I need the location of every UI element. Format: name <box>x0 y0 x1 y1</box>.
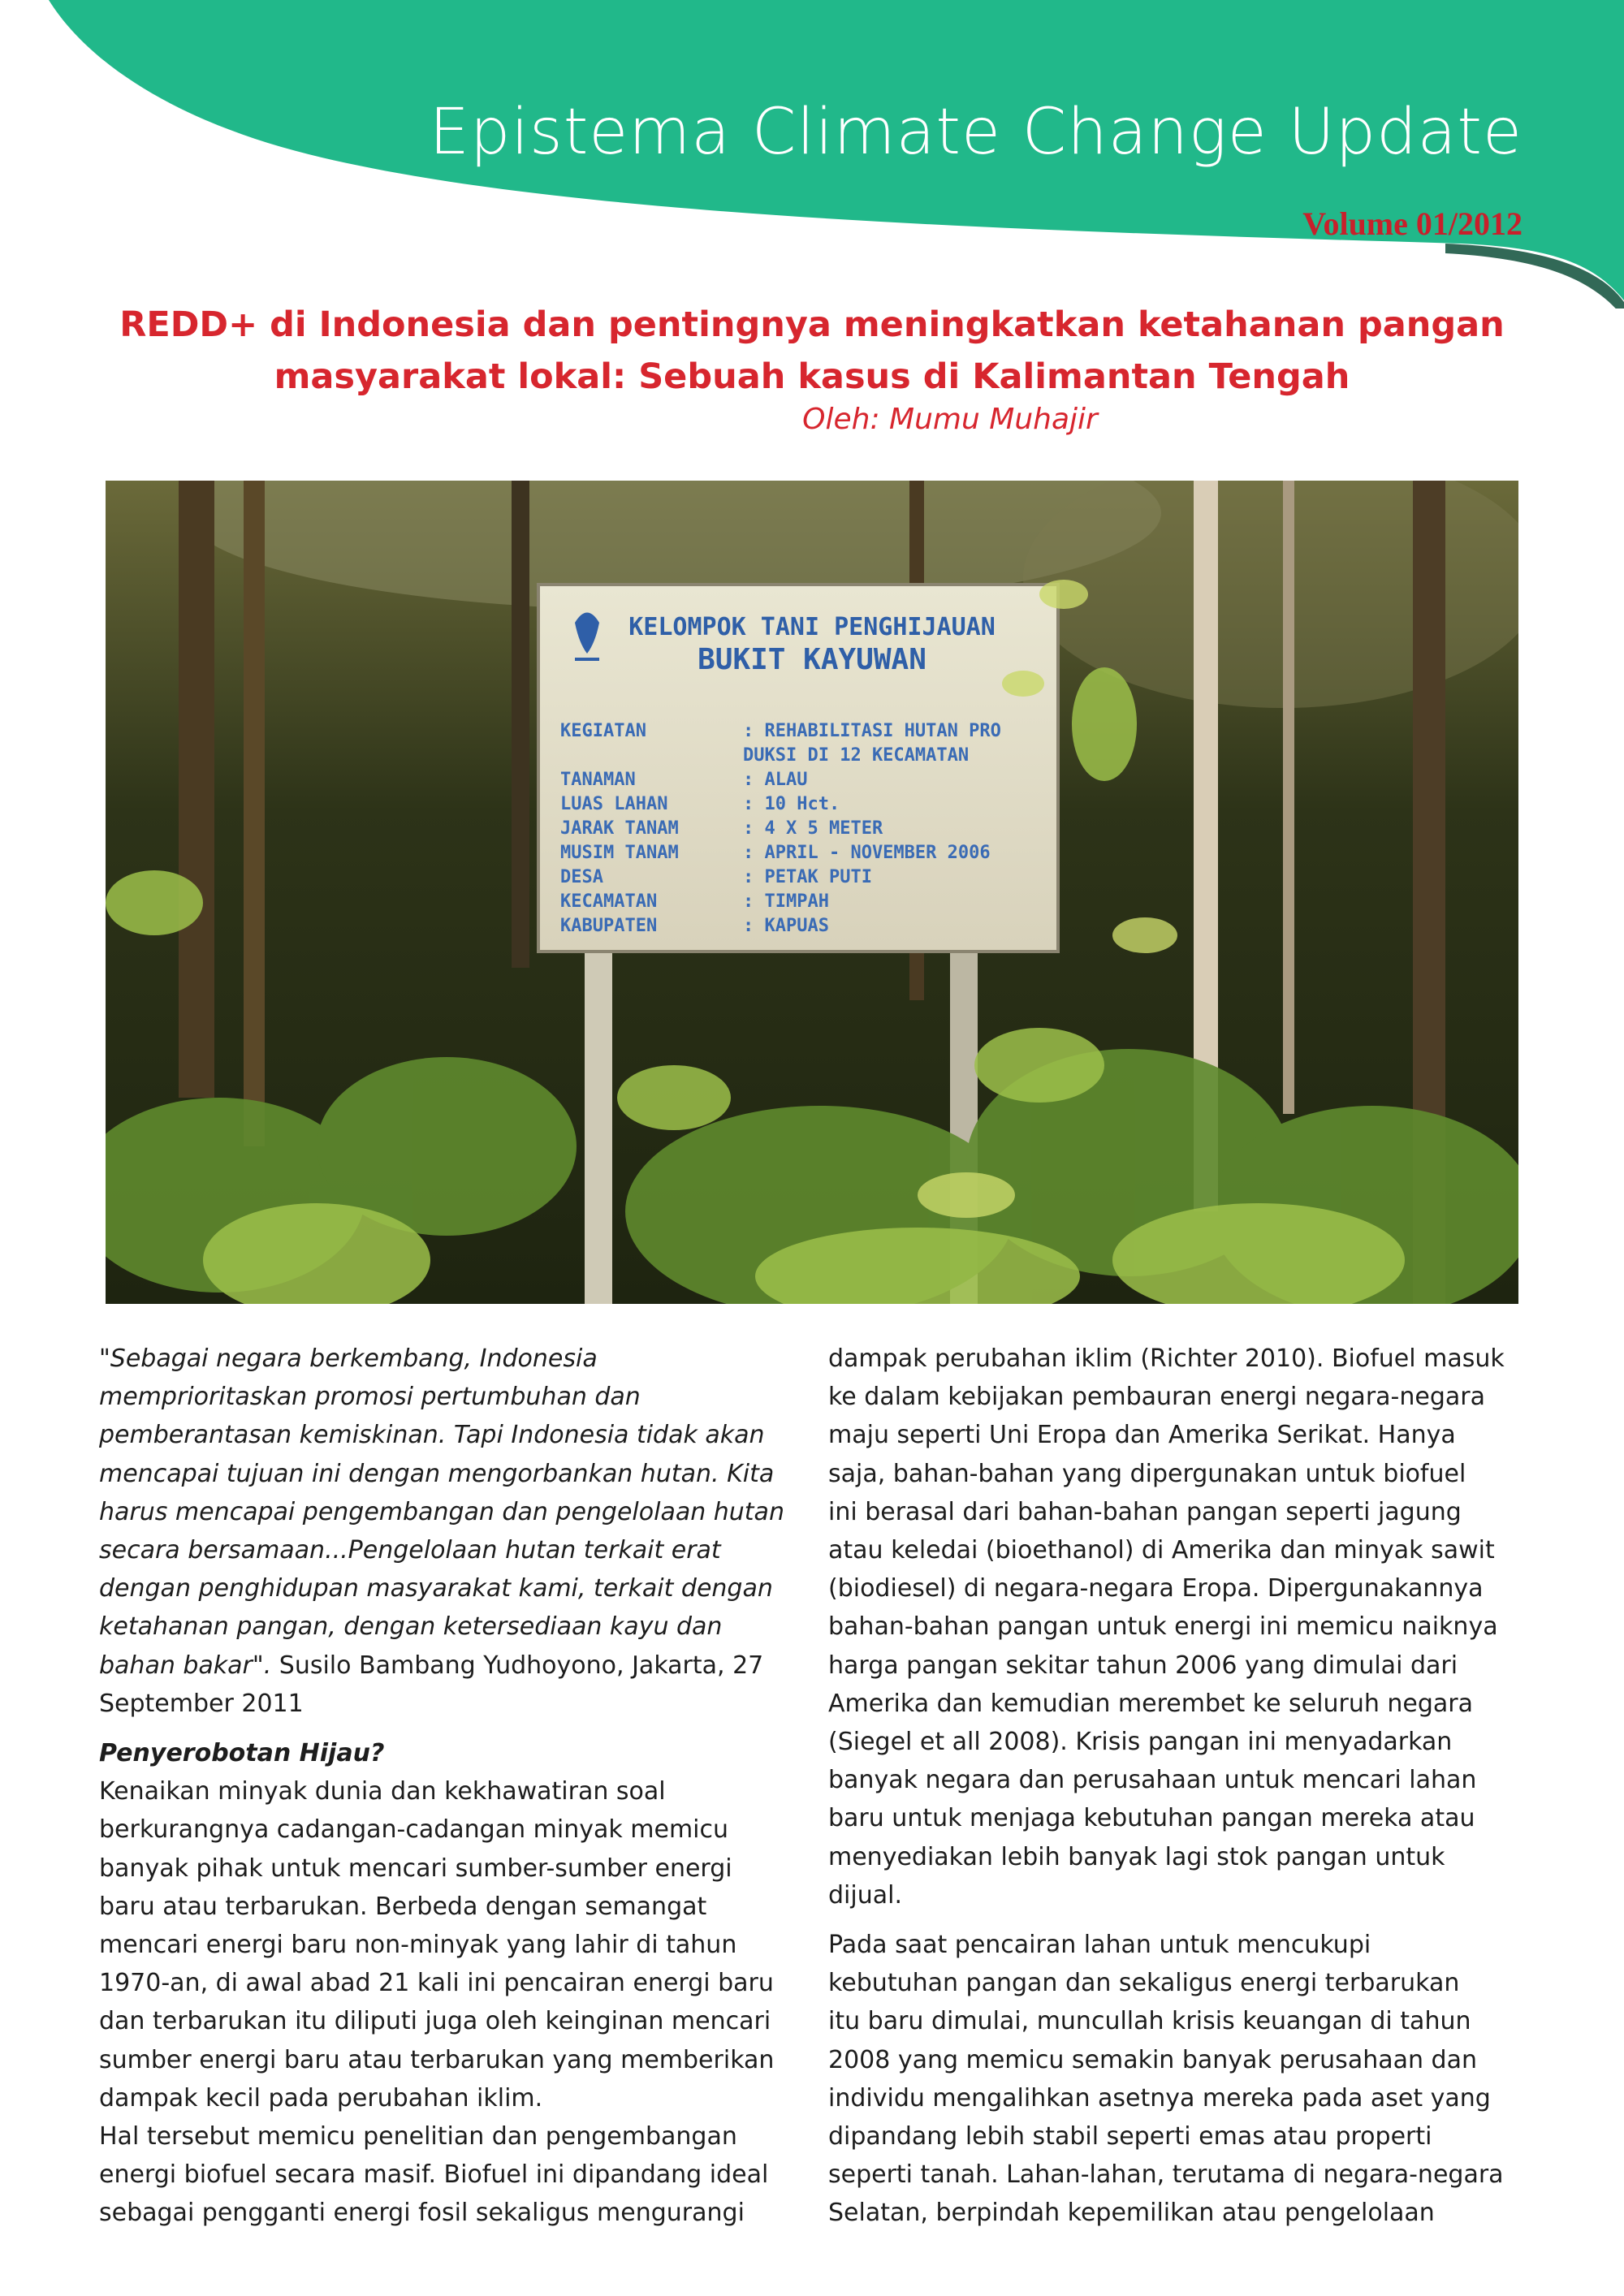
text-line: memprioritaskan promosi pertumbuhan dan <box>99 1383 641 1412</box>
text-line: ke dalam kebijakan pembauran energi negara-negara <box>828 1383 1485 1412</box>
sign-row-label: LUAS LAHAN <box>560 794 668 814</box>
text-line: sebagai pengganti energi fosil sekaligus mengurangi <box>99 2199 745 2228</box>
volume-label: Volume 01/2012 <box>1302 205 1522 242</box>
text-line: baru atau terbarukan. Berbeda dengan semangat <box>99 1892 707 1921</box>
sign-row-label: TANAMAN <box>560 770 636 790</box>
sign-row-value: : REHABILITASI HUTAN PRO <box>743 721 1001 741</box>
forest-photo-illustration <box>106 481 1518 1304</box>
text-line: dijual. <box>828 1880 902 1910</box>
text-line: Kenaikan minyak dunia dan kekhawatiran soal <box>99 1777 666 1806</box>
text-line: (biodiesel) di negara-negara Eropa. Dipergunakannya <box>828 1574 1484 1603</box>
left-paragraph-1 <box>99 1772 789 2117</box>
sign-row-value: : TIMPAH <box>743 891 829 912</box>
text-line: banyak pihak untuk mencari sumber-sumber energi <box>99 1854 732 1883</box>
left-column <box>99 1340 789 2233</box>
sign-row-label: JARAK TANAM <box>560 818 679 839</box>
text-line: ketahanan pangan, dengan ketersediaan kayu dan <box>99 1612 723 1642</box>
text-line: harga pangan sekitar tahun 2006 yang dimulai dari <box>828 1651 1458 1680</box>
text-line: dan terbarukan itu diliputi juga oleh keinginan mencari <box>99 2007 771 2036</box>
quote-closing: bahan bakar". Susilo Bambang Yudhoyono, Jakarta, 27 <box>99 1651 764 1680</box>
sign-row-value: : 4 X 5 METER <box>743 818 883 839</box>
forest-sign-photo <box>106 481 1518 1304</box>
left-paragraph-2 <box>99 2117 789 2233</box>
text-line: Amerika dan kemudian merembet ke seluruh negara <box>828 1689 1474 1718</box>
quote-date: September 2011 <box>99 1689 304 1718</box>
text-line: banyak negara dan perusahaan untuk mencari lahan <box>828 1766 1477 1795</box>
text-line: 1970-an, di awal abad 21 kali ini pencairan energi baru <box>99 1969 774 1998</box>
text-line: secara bersamaan...Pengelolaan hutan terkait erat <box>99 1536 721 1565</box>
article-title-block <box>0 299 1624 440</box>
text-line: mencapai tujuan ini dengan mengorbankan hutan. Kita <box>99 1459 775 1488</box>
text-line: seperti tanah. Lahan-lahan, terutama di negara-negara <box>828 2160 1504 2190</box>
sign-row-value: DUKSI DI 12 KECAMATAN <box>743 745 970 766</box>
sign-row-value: : ALAU <box>743 770 808 790</box>
sign-title-line-1: KELOMPOK TANI PENGHIJAUAN <box>628 613 996 641</box>
right-paragraph-2 <box>828 1926 1518 2233</box>
text-line: mencari energi baru non-minyak yang lahir di tahun <box>99 1931 737 1960</box>
text-line: Selatan, berpindah kepemilikan atau pengelolaan <box>828 2199 1435 2228</box>
section-heading: Penyerobotan Hijau? <box>99 1739 385 1768</box>
text-line: itu baru dimulai, muncullah krisis keuangan di tahun <box>828 2007 1471 2036</box>
text-line: menyediakan lebih banyak lagi stok pangan untuk <box>828 1842 1445 1871</box>
text-line: atau keledai (bioethanol) di Amerika dan minyak sawit <box>828 1536 1495 1565</box>
text-line: individu mengalihkan asetnya mereka pada aset yang <box>828 2083 1491 2113</box>
text-line: harus mencapai pengembangan dan pengelolaan hutan <box>99 1497 784 1526</box>
text-line: (Siegel et all 2008). Krisis pangan ini menyadarkan <box>828 1728 1453 1757</box>
sign-row-label: KEGIATAN <box>560 721 646 741</box>
text-line: "Sebagai negara berkembang, Indonesia <box>99 1344 598 1373</box>
text-line: kebutuhan pangan dan sekaligus energi terbarukan <box>828 1969 1460 1998</box>
article-byline: Oleh: Mumu Muhajir <box>802 403 1098 436</box>
sign-row-label: DESA <box>560 867 603 887</box>
sign-row-value: : 10 Hct. <box>743 794 840 814</box>
text-line: pemberantasan kemiskinan. Tapi Indonesia tidak akan <box>99 1421 765 1450</box>
text-line: 2008 yang memicu semakin banyak perusahaan dan <box>828 2045 1477 2074</box>
text-line: energi biofuel secara masif. Biofuel ini dipandang ideal <box>99 2160 769 2190</box>
text-line: Hal tersebut memicu penelitian dan pengembangan <box>99 2122 737 2151</box>
text-line: dipandang lebih stabil seperti emas atau properti <box>828 2122 1432 2151</box>
header-banner <box>0 0 1624 309</box>
text-line: maju seperti Uni Eropa dan Amerika Serikat. Hanya <box>828 1421 1456 1450</box>
text-line: ini berasal dari bahan-bahan pangan seperti jagung <box>828 1497 1462 1526</box>
text-line: sumber energi baru atau terbarukan yang memberikan <box>99 2045 775 2074</box>
sign-row-label: KECAMATAN <box>560 891 658 912</box>
sign-title-line-2: BUKIT KAYUWAN <box>698 643 926 676</box>
sign-row-value: : PETAK PUTI <box>743 867 872 887</box>
opening-quote <box>99 1340 789 1646</box>
sign-row-label: MUSIM TANAM <box>560 843 679 863</box>
article-title-line-1: REDD+ di Indonesia dan pentingnya meningkatkan ketahanan pangan <box>119 304 1505 345</box>
text-line: bahan-bahan pangan untuk energi ini memicu naiknya <box>828 1612 1498 1642</box>
sign-row-value: : KAPUAS <box>743 916 829 936</box>
article-title-line-2: masyarakat lokal: Sebuah kasus di Kalimantan Tengah <box>274 356 1350 397</box>
text-line: dengan penghidupan masyarakat kami, terkait dengan <box>99 1574 773 1603</box>
text-line: baru untuk menjaga kebutuhan pangan mereka atau <box>828 1804 1475 1833</box>
masthead-title: Epistema Climate Change Update <box>429 96 1522 169</box>
right-paragraph-1 <box>828 1340 1518 1914</box>
right-column <box>828 1340 1518 2233</box>
sign-row-label: KABUPATEN <box>560 916 658 936</box>
text-line: Pada saat pencairan lahan untuk mencukupi <box>828 1931 1371 1960</box>
text-line: saja, bahan-bahan yang dipergunakan untuk biofuel <box>828 1459 1466 1488</box>
text-line: berkurangnya cadangan-cadangan minyak memicu <box>99 1815 729 1845</box>
text-line: dampak kecil pada perubahan iklim. <box>99 2083 543 2113</box>
text-line: dampak perubahan iklim (Richter 2010). Biofuel masuk <box>828 1344 1505 1373</box>
sign-row-value: : APRIL - NOVEMBER 2006 <box>743 843 991 863</box>
